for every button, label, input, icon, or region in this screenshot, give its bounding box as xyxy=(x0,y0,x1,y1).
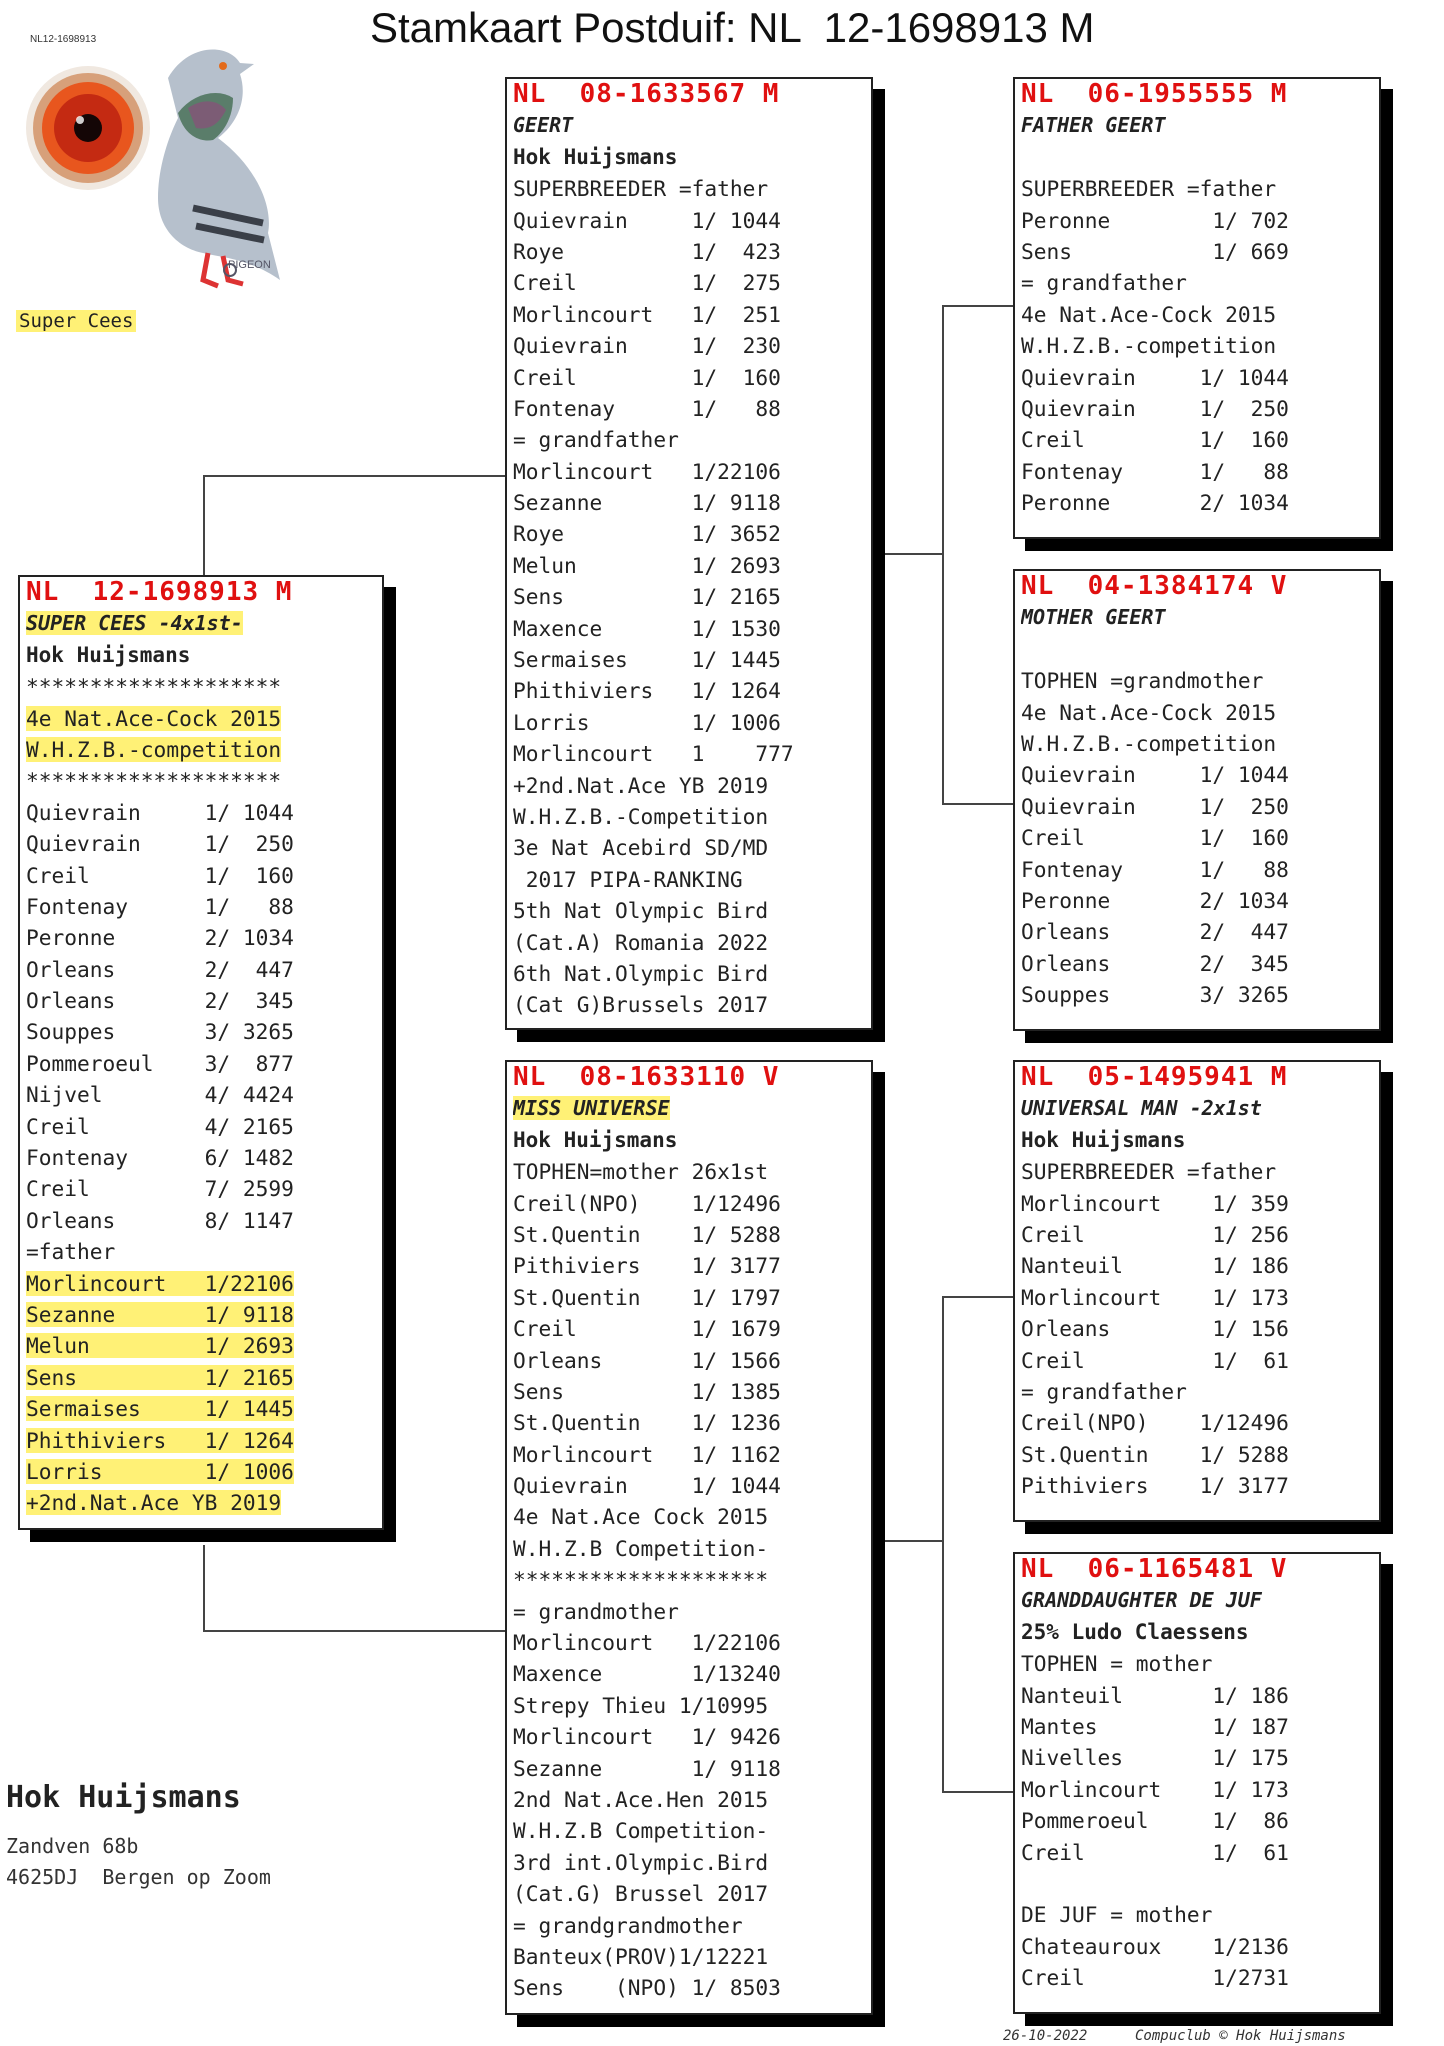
result-line: 2nd Nat.Ace.Hen 2015 xyxy=(513,1786,769,1812)
result-line: Quievrain 1/ 250 xyxy=(1021,793,1289,819)
result-line: Chateauroux 1/2136 xyxy=(1021,1933,1289,1959)
result-line: = grandfather xyxy=(513,427,679,453)
owner-city: 4625DJ Bergen op Zoom xyxy=(6,1865,271,1889)
result-line xyxy=(1021,1868,1379,1899)
owner-name: Hok Huijsmans xyxy=(6,1780,241,1815)
result-line: TOPHEN=mother 26x1st xyxy=(513,1159,769,1185)
pigeon-logo-text: PIGEON xyxy=(228,259,271,271)
result-line: 4e Nat.Ace Cock 2015 xyxy=(513,1504,769,1530)
footer-date: 26-10-2022 xyxy=(1003,2028,1088,2044)
connector-line xyxy=(942,1296,1016,1298)
result-line: Roye 1/ 423 xyxy=(513,238,781,264)
result-line: Creil 1/ 160 xyxy=(1021,825,1289,851)
result-line: Nijvel 4/ 4424 xyxy=(26,1082,294,1108)
result-line: Morlincourt 1/ 173 xyxy=(1021,1776,1289,1802)
result-line: W.H.Z.B.-competition xyxy=(26,736,282,762)
card-dam-sire xyxy=(1013,1060,1381,1522)
result-line: Quievrain 1/ 230 xyxy=(513,333,781,359)
photo-ring-tag: NL12-1698913 xyxy=(30,34,97,45)
result-line: Nanteuil 1/ 186 xyxy=(1021,1682,1289,1708)
result-line: (Cat.A) Romania 2022 xyxy=(513,929,769,955)
result-line: Quievrain 1/ 1044 xyxy=(1021,762,1289,788)
result-line: Morlincourt 1/ 359 xyxy=(1021,1190,1289,1216)
result-line: St.Quentin 1/ 1797 xyxy=(513,1284,781,1310)
result-line: Sezanne 1/ 9118 xyxy=(26,1301,294,1327)
result-line: 4e Nat.Ace-Cock 2015 xyxy=(26,705,282,731)
photo-caption: Super Cees xyxy=(16,310,136,332)
result-line: Sezanne 1/ 9118 xyxy=(513,1755,781,1781)
connector-line xyxy=(942,305,1016,307)
result-line: W.H.Z.B Competition- xyxy=(513,1535,769,1561)
result-line: W.H.Z.B.-competition xyxy=(1021,333,1277,359)
card-sire xyxy=(505,77,873,1030)
result-line xyxy=(1021,634,1379,665)
result-line: Melun 1/ 2693 xyxy=(26,1333,294,1359)
result-line: 5th Nat Olympic Bird xyxy=(513,898,769,924)
card-sire-sire xyxy=(1013,77,1381,539)
result-line: Peronne 2/ 1034 xyxy=(1021,887,1289,913)
loft-name: Hok Huijsmans xyxy=(513,1127,678,1152)
result-line: Sens 1/ 2165 xyxy=(513,584,781,610)
pigeon-name: GRANDDAUGHTER DE JUF xyxy=(1021,1588,1262,1613)
result-line: Pithiviers 1/ 3177 xyxy=(513,1253,781,1279)
result-line: Banteux(PROV)1/12221 xyxy=(513,1943,769,1969)
result-line: = grandfather xyxy=(1021,270,1187,296)
loft-name: 25% Ludo Claessens xyxy=(1021,1619,1249,1644)
result-line: Creil(NPO) 1/12496 xyxy=(1021,1410,1289,1436)
result-line: Lorris 1/ 1006 xyxy=(26,1458,294,1484)
result-line: Morlincourt 1/ 173 xyxy=(1021,1284,1289,1310)
result-line: Sermaises 1/ 1445 xyxy=(26,1396,294,1422)
result-line: Fontenay 1/ 88 xyxy=(26,893,294,919)
result-line: TOPHEN = mother xyxy=(1021,1651,1213,1677)
card-dam xyxy=(505,1060,873,2015)
ring-number: NL 12-1698913 M xyxy=(26,577,293,607)
result-line: Orleans 2/ 345 xyxy=(1021,950,1289,976)
connector-line xyxy=(872,1540,944,1542)
pigeon-name: MOTHER GEERT xyxy=(1021,605,1166,630)
card-dam-dam xyxy=(1013,1552,1381,2014)
pigeon-name: SUPER CEES -4x1st- xyxy=(26,611,243,636)
result-line: Sens 1/ 2165 xyxy=(26,1364,294,1390)
result-line: Creil 1/2731 xyxy=(1021,1965,1289,1991)
result-line: Fontenay 1/ 88 xyxy=(1021,856,1289,882)
ring-number: NL 08-1633110 V xyxy=(513,1062,780,1092)
result-line: 4e Nat.Ace-Cock 2015 xyxy=(1021,699,1277,725)
result-line: 2017 PIPA-RANKING xyxy=(513,866,743,892)
result-line: Morlincourt 1/ 251 xyxy=(513,301,781,327)
result-line: Creil(NPO) 1/12496 xyxy=(513,1190,781,1216)
result-line: SUPERBREEDER =father xyxy=(513,176,769,202)
connector-line xyxy=(872,553,944,555)
result-line: Orleans 2/ 447 xyxy=(26,956,294,982)
result-line: Orleans 8/ 1147 xyxy=(26,1207,294,1233)
result-line: W.H.Z.B.-competition xyxy=(1021,730,1277,756)
pigeon-name: MISS UNIVERSE xyxy=(513,1096,670,1121)
result-line: =father xyxy=(26,1239,116,1265)
result-line: = grandmother xyxy=(513,1598,679,1624)
result-line: ******************** xyxy=(26,768,282,794)
result-line: Sens 1/ 669 xyxy=(1021,238,1289,264)
result-line: Sens (NPO) 1/ 8503 xyxy=(513,1975,781,2001)
result-line: TOPHEN =grandmother xyxy=(1021,668,1264,694)
result-line: Maxence 1/ 1530 xyxy=(513,615,781,641)
result-line: Quievrain 1/ 1044 xyxy=(1021,364,1289,390)
result-line: Orleans 2/ 447 xyxy=(1021,919,1289,945)
loft-name: Hok Huijsmans xyxy=(26,642,191,667)
result-line: Creil 1/ 160 xyxy=(513,364,781,390)
result-line: Sens 1/ 1385 xyxy=(513,1378,781,1404)
result-line: Morlincourt 1/22106 xyxy=(513,1630,781,1656)
result-line: Creil 1/ 160 xyxy=(26,862,294,888)
result-line: W.H.Z.B.-Competition xyxy=(513,803,769,829)
result-line: Roye 1/ 3652 xyxy=(513,521,781,547)
ring-number: NL 05-1495941 M xyxy=(1021,1062,1288,1092)
result-line: Creil 1/ 1679 xyxy=(513,1316,781,1342)
result-line: Quievrain 1/ 1044 xyxy=(513,207,781,233)
result-line: Peronne 1/ 702 xyxy=(1021,207,1289,233)
result-line: +2nd.Nat.Ace YB 2019 xyxy=(26,1490,282,1516)
card-sire-dam xyxy=(1013,569,1381,1031)
ring-number: NL 08-1633567 M xyxy=(513,79,780,109)
result-line: 4e Nat.Ace-Cock 2015 xyxy=(1021,301,1277,327)
result-line: Peronne 2/ 1034 xyxy=(1021,490,1289,516)
result-line: Souppes 3/ 3265 xyxy=(1021,982,1289,1008)
result-line: +2nd.Nat.Ace YB 2019 xyxy=(513,772,769,798)
result-line: Creil 1/ 256 xyxy=(1021,1221,1289,1247)
result-line: Mantes 1/ 187 xyxy=(1021,1713,1289,1739)
result-line: SUPERBREEDER =father xyxy=(1021,176,1277,202)
result-line: Quievrain 1/ 250 xyxy=(26,831,294,857)
connector-line xyxy=(942,305,944,805)
result-line: 3rd int.Olympic.Bird xyxy=(513,1849,769,1875)
connector-line xyxy=(203,1545,205,1632)
result-line: Peronne 2/ 1034 xyxy=(26,925,294,951)
result-line: Lorris 1/ 1006 xyxy=(513,709,781,735)
result-line: Creil 7/ 2599 xyxy=(26,1176,294,1202)
result-line: = grandfather xyxy=(1021,1378,1187,1404)
result-line: Orleans 1/ 1566 xyxy=(513,1347,781,1373)
ring-number: NL 06-1165481 V xyxy=(1021,1554,1288,1584)
card-subject xyxy=(18,575,384,1530)
result-line: Fontenay 6/ 1482 xyxy=(26,1145,294,1171)
result-line: Phithiviers 1/ 1264 xyxy=(513,678,781,704)
footer-credit: Compuclub © Hok Huijsmans xyxy=(1135,2028,1346,2044)
result-line: (Cat.G) Brussel 2017 xyxy=(513,1881,769,1907)
result-line: Nanteuil 1/ 186 xyxy=(1021,1253,1289,1279)
result-line: Creil 1/ 61 xyxy=(1021,1347,1289,1373)
result-line: St.Quentin 1/ 5288 xyxy=(513,1221,781,1247)
result-line: Fontenay 1/ 88 xyxy=(1021,458,1289,484)
result-line: 3e Nat Acebird SD/MD xyxy=(513,835,769,861)
connector-line xyxy=(203,475,505,477)
result-line: Sezanne 1/ 9118 xyxy=(513,490,781,516)
pigeon-name: GEERT xyxy=(513,113,574,138)
result-line: Maxence 1/13240 xyxy=(513,1661,781,1687)
connector-line xyxy=(203,475,205,577)
result-line: Morlincourt 1/ 1162 xyxy=(513,1441,781,1467)
result-line: DE JUF = mother xyxy=(1021,1902,1213,1928)
result-line: Melun 1/ 2693 xyxy=(513,552,781,578)
result-line: 6th Nat.Olympic Bird xyxy=(513,960,769,986)
result-line: Quievrain 1/ 1044 xyxy=(513,1473,781,1499)
result-line: St.Quentin 1/ 5288 xyxy=(1021,1441,1289,1467)
pigeon-name: UNIVERSAL MAN -2x1st xyxy=(1021,1096,1262,1121)
pigeon-name: FATHER GEERT xyxy=(1021,113,1166,138)
result-line: W.H.Z.B Competition- xyxy=(513,1818,769,1844)
connector-line xyxy=(942,1296,944,1793)
owner-street: Zandven 68b xyxy=(6,1834,139,1858)
loft-name: Hok Huijsmans xyxy=(1021,1127,1186,1152)
result-line: ******************** xyxy=(513,1567,769,1593)
connector-line xyxy=(942,803,1016,805)
result-line: Morlincourt 1/ 9426 xyxy=(513,1724,781,1750)
result-line: Morlincourt 1/22106 xyxy=(513,458,781,484)
result-line: Phithiviers 1/ 1264 xyxy=(26,1427,294,1453)
result-line: Creil 1/ 275 xyxy=(513,270,781,296)
connector-line xyxy=(203,1630,505,1632)
result-line: Souppes 3/ 3265 xyxy=(26,1019,294,1045)
result-line: Orleans 1/ 156 xyxy=(1021,1316,1289,1342)
ring-number: NL 04-1384174 V xyxy=(1021,571,1288,601)
connector-line xyxy=(942,1791,1016,1793)
result-line: Morlincourt 1/22106 xyxy=(26,1270,294,1296)
loft-name: Hok Huijsmans xyxy=(513,144,678,169)
result-line: = grandgrandmother xyxy=(513,1912,743,1938)
result-line: Quievrain 1/ 1044 xyxy=(26,799,294,825)
ring-number: NL 06-1955555 M xyxy=(1021,79,1288,109)
result-line: SUPERBREEDER =father xyxy=(1021,1159,1277,1185)
result-line: Creil 1/ 160 xyxy=(1021,427,1289,453)
result-line: Creil 4/ 2165 xyxy=(26,1113,294,1139)
result-line: Creil 1/ 61 xyxy=(1021,1839,1289,1865)
result-line: Pithiviers 1/ 3177 xyxy=(1021,1473,1289,1499)
result-line: Nivelles 1/ 175 xyxy=(1021,1745,1289,1771)
result-line: (Cat G)Brussels 2017 xyxy=(513,992,769,1018)
result-line: Sermaises 1/ 1445 xyxy=(513,647,781,673)
result-line: St.Quentin 1/ 1236 xyxy=(513,1410,781,1436)
result-line: Pommeroeul 3/ 877 xyxy=(26,1050,294,1076)
page-title: Stamkaart Postduif: NL 12-1698913 M xyxy=(370,4,1095,51)
result-line: Pommeroeul 1/ 86 xyxy=(1021,1808,1289,1834)
result-line: Morlincourt 1 777 xyxy=(513,741,794,767)
result-line xyxy=(1021,142,1379,173)
result-line: Quievrain 1/ 250 xyxy=(1021,395,1289,421)
result-line: Strepy Thieu 1/10995 xyxy=(513,1692,769,1718)
result-line: Orleans 2/ 345 xyxy=(26,988,294,1014)
result-line: Fontenay 1/ 88 xyxy=(513,395,781,421)
result-line: ******************** xyxy=(26,674,282,700)
